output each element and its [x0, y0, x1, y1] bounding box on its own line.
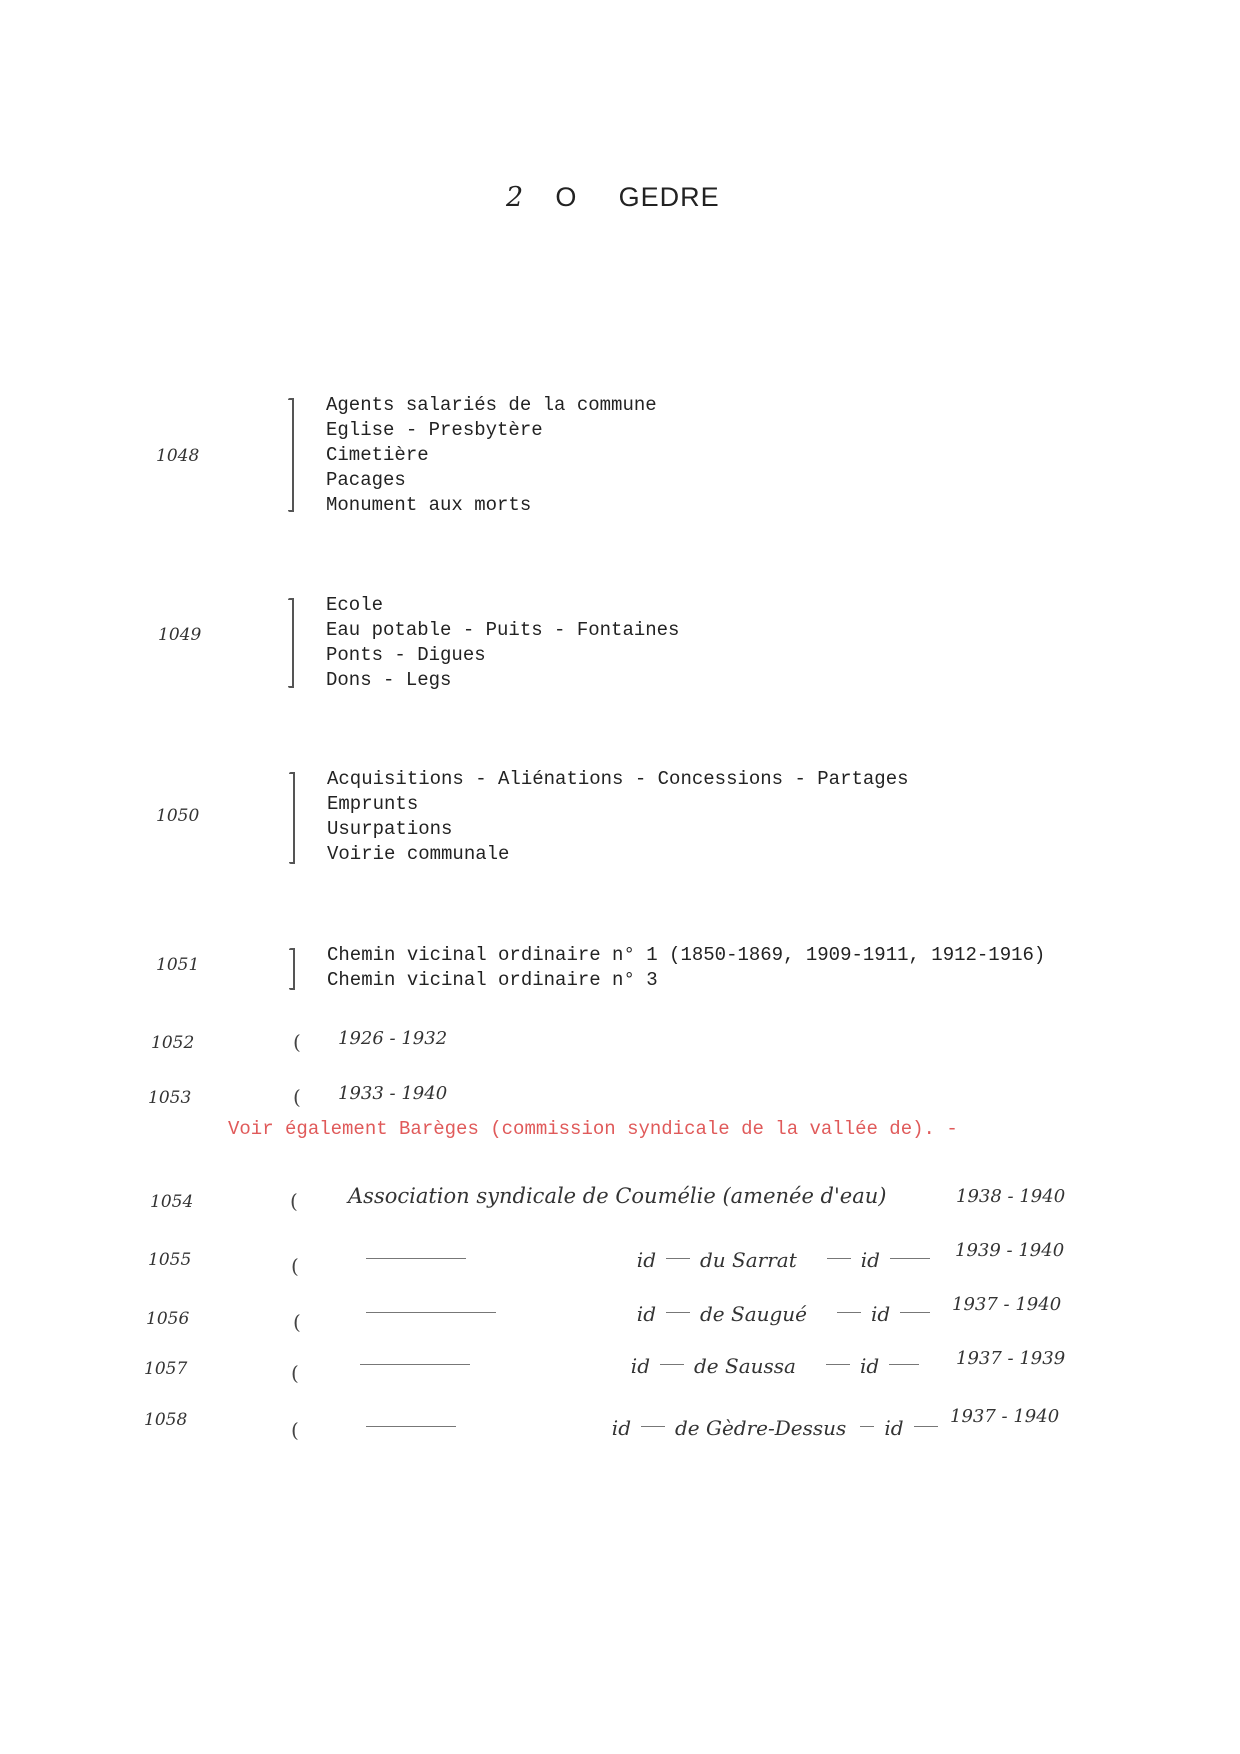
entry-line: Cimetière — [326, 444, 429, 466]
cote-1056: 1056 — [146, 1309, 190, 1329]
syndicate-place: du Sarrat — [700, 1248, 797, 1272]
ditto-line — [900, 1312, 930, 1313]
brace — [292, 598, 300, 688]
ditto-id: id — [871, 1302, 891, 1326]
ditto-id: id — [884, 1416, 904, 1440]
ditto-line — [837, 1312, 861, 1313]
entry-line: Ecole — [326, 594, 384, 616]
ditto-id: id — [630, 1354, 650, 1378]
entry-line: Voirie communale — [327, 843, 510, 865]
syndicate-place: de Gèdre-Dessus — [675, 1416, 847, 1440]
entry-line: Acquisitions - Aliénations - Concessions - Partages — [327, 768, 909, 790]
entry-1049-lines — [326, 593, 679, 693]
entry-line: Chemin vicinal ordinaire n° 1 (1850-1869, 1909-1911, 1912-1916) — [327, 944, 1046, 966]
dates-1056: 1937 - 1940 — [952, 1294, 1062, 1315]
syndicate-1054-title: Association syndicale de Coumélie (amenée d'eau) — [348, 1184, 887, 1208]
entry-1050-lines — [327, 767, 909, 867]
ditto-line — [366, 1426, 456, 1427]
series-letter: O — [555, 182, 578, 212]
ditto-line — [890, 1258, 930, 1259]
ditto-id: id — [611, 1416, 631, 1440]
ditto-id: id — [860, 1248, 880, 1272]
ditto-id: id — [636, 1302, 656, 1326]
entry-line: Dons - Legs — [326, 669, 452, 691]
paren: ( — [293, 1030, 301, 1054]
cote-1052: 1052 — [151, 1033, 195, 1053]
brace — [293, 772, 301, 864]
cote-1051: 1051 — [156, 955, 200, 975]
dates-1052: 1926 - 1932 — [338, 1028, 448, 1049]
ditto-line — [860, 1426, 874, 1427]
paren: ( — [291, 1361, 299, 1385]
series-number: 2 — [506, 182, 525, 213]
dates-1054: 1938 - 1940 — [956, 1186, 1066, 1207]
entry-line: Monument aux morts — [326, 494, 532, 516]
syndicate-1057-row — [360, 1354, 929, 1378]
cote-1050: 1050 — [156, 806, 200, 826]
syndicate-place: de Saussa — [694, 1354, 796, 1378]
commune-name: GEDRE — [618, 182, 720, 212]
ditto-line — [666, 1312, 690, 1313]
dates-1053: 1933 - 1940 — [338, 1083, 448, 1104]
entry-line: Chemin vicinal ordinaire n° 3 — [327, 969, 658, 991]
ditto-line — [826, 1364, 850, 1365]
ditto-line — [827, 1258, 851, 1259]
entry-line: Agents salariés de la commune — [326, 394, 657, 416]
ditto-line — [666, 1258, 690, 1259]
ditto-line — [366, 1258, 466, 1259]
dates-1057: 1937 - 1939 — [956, 1348, 1066, 1369]
ditto-line — [360, 1364, 470, 1365]
cote-1055: 1055 — [148, 1250, 192, 1270]
dates-1055: 1939 - 1940 — [955, 1240, 1065, 1261]
cote-1054: 1054 — [150, 1192, 194, 1212]
page-title — [506, 182, 720, 215]
ditto-line — [366, 1312, 496, 1313]
entry-line: Pacages — [326, 469, 406, 491]
paren: ( — [291, 1254, 299, 1278]
ditto-line — [641, 1426, 665, 1427]
entry-line: Eglise - Presbytère — [326, 419, 543, 441]
paren: ( — [293, 1085, 301, 1109]
entry-line: Usurpations — [327, 818, 453, 840]
entry-line: Ponts - Digues — [326, 644, 486, 666]
paren: ( — [291, 1418, 299, 1442]
cote-1049: 1049 — [158, 625, 202, 645]
entry-1048-lines — [326, 393, 657, 518]
cote-1048: 1048 — [156, 446, 200, 466]
syndicate-place: de Saugué — [700, 1302, 808, 1326]
ditto-id: id — [859, 1354, 880, 1378]
syndicate-1058-row — [366, 1416, 948, 1440]
cote-1058: 1058 — [144, 1410, 188, 1430]
entry-line: Eau potable - Puits - Fontaines — [326, 619, 680, 641]
cote-1053: 1053 — [148, 1088, 192, 1108]
ditto-id: id — [636, 1248, 656, 1272]
ditto-line — [660, 1364, 684, 1365]
brace — [292, 398, 300, 512]
syndicate-1056-row — [366, 1302, 940, 1326]
dates-1058: 1937 - 1940 — [950, 1406, 1060, 1427]
brace — [293, 948, 301, 990]
cote-1057: 1057 — [144, 1359, 188, 1379]
syndicate-1055-row — [366, 1248, 940, 1272]
entry-line: Emprunts — [327, 793, 419, 815]
entry-1051-lines — [327, 943, 1045, 993]
ditto-line — [889, 1364, 919, 1365]
paren: ( — [293, 1310, 301, 1334]
see-also-note: Voir également Barèges (commission syndicale de la vallée de). - — [228, 1118, 958, 1140]
ditto-line — [914, 1426, 938, 1427]
paren: ( — [290, 1189, 298, 1213]
